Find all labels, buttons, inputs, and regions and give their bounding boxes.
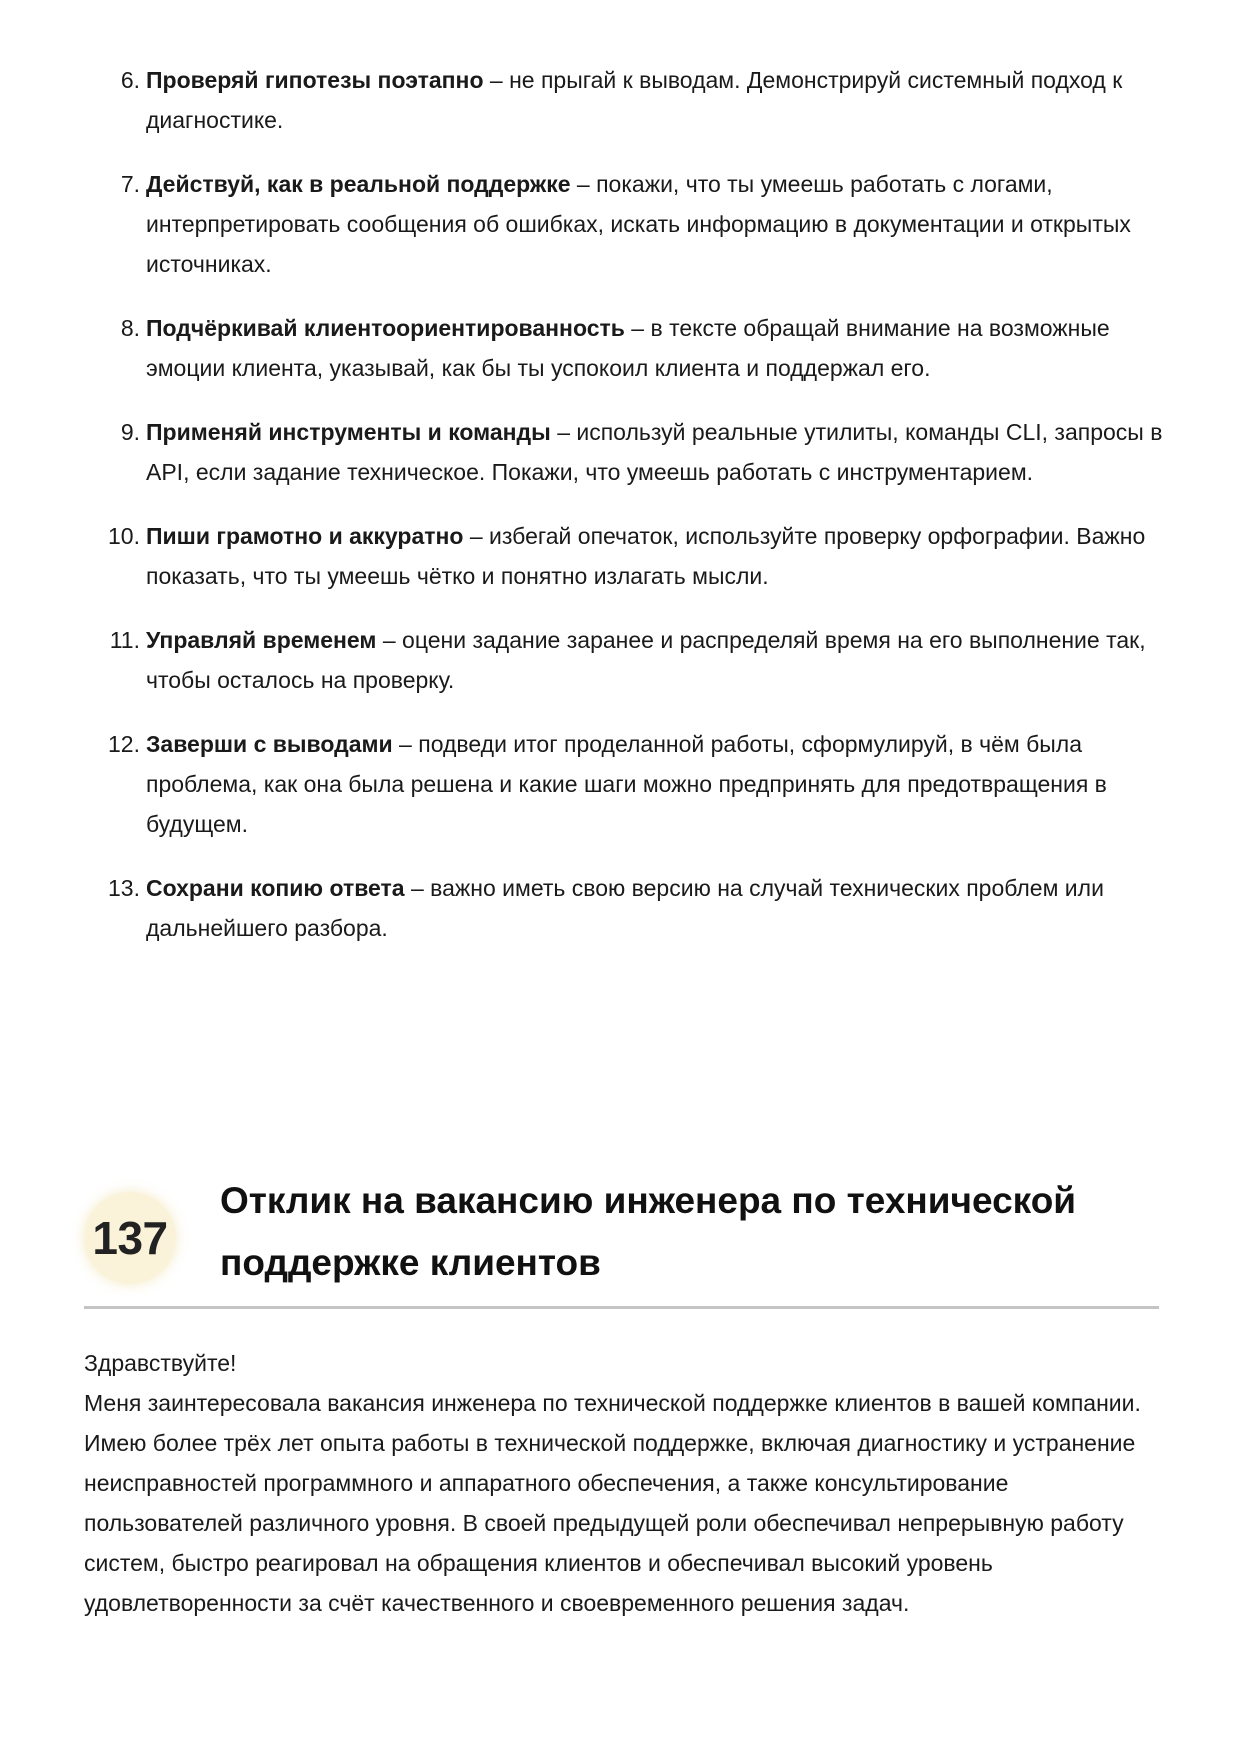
tip-title: Управляй временем bbox=[146, 627, 377, 653]
tip-item-6 bbox=[84, 60, 1164, 140]
tip-item-11 bbox=[84, 620, 1164, 700]
tip-text: – используй реальные утилиты, команды CLI, запросы в API, если задание техническое. Покажи, что умеешь работать с инструментарием. bbox=[146, 419, 1163, 485]
tip-number: 9. bbox=[120, 419, 140, 445]
tip-item-9 bbox=[84, 412, 1164, 492]
tip-number: 13. bbox=[108, 875, 140, 901]
tip-item-13 bbox=[84, 868, 1164, 948]
section-number-badge: 137 bbox=[84, 1192, 176, 1284]
tip-number: 10. bbox=[108, 523, 140, 549]
tip-text: – важно иметь свою версию на случай технических проблем или дальнейшего разбора. bbox=[146, 875, 1104, 941]
tips-list bbox=[84, 60, 1164, 972]
section-divider bbox=[84, 1306, 1159, 1309]
tip-title: Проверяй гипотезы поэтапно bbox=[146, 67, 484, 93]
tip-title: Сохрани копию ответа bbox=[146, 875, 405, 901]
tip-text: – избегай опечаток, используйте проверку орфографии. Важно показать, что ты умеешь чётко и понятно излагать мысли. bbox=[146, 523, 1146, 589]
tip-title: Применяй инструменты и команды bbox=[146, 419, 551, 445]
tip-number: 6. bbox=[120, 67, 140, 93]
tip-number: 11. bbox=[109, 627, 140, 653]
tip-number: 12. bbox=[108, 731, 140, 757]
section-title: Отклик на вакансию инженера по технической поддержке клиентов bbox=[220, 1180, 1077, 1283]
letter-body: Меня заинтересовала вакансия инженера по технической поддержке клиентов в вашей компании. Имею более трёх лет опыта работы в технической поддержке, включая диагностику и устранение неисправностей программного и аппаратного обеспечения, а также консультирование пользователей различного уровня. В своей предыдущей роли обеспечивал непрерывную работу систем, быстро реагировал на обращения клиентов и обеспечивал высокий уровень удовлетворенности за счёт качественного и своевременного решения задач. bbox=[84, 1390, 1141, 1616]
tip-text: – покажи, что ты умеешь работать с логами, интерпретировать сообщения об ошибках, искать информацию в документации и открытых источниках. bbox=[146, 171, 1131, 277]
tip-item-8 bbox=[84, 308, 1164, 388]
tip-text: – не прыгай к выводам. Демонстрируй системный подход к диагностике. bbox=[146, 67, 1123, 133]
tip-item-7 bbox=[84, 164, 1164, 284]
tip-text: – подведи итог проделанной работы, сформулируй, в чём была проблема, как она была решена и какие шаги можно предпринять для предотвращения в будущем. bbox=[146, 731, 1107, 837]
tip-title: Заверши с выводами bbox=[146, 731, 393, 757]
tip-item-10 bbox=[84, 516, 1164, 596]
tip-number: 8. bbox=[120, 315, 140, 341]
letter-greeting: Здравствуйте! bbox=[84, 1350, 237, 1376]
tip-item-12 bbox=[84, 724, 1164, 844]
tip-number: 7. bbox=[120, 171, 140, 197]
tip-title: Подчёркивай клиентоориентированность bbox=[146, 315, 625, 341]
cover-letter bbox=[84, 1343, 1164, 1623]
tip-title: Действуй, как в реальной поддержке bbox=[146, 171, 571, 197]
tip-text: – в тексте обращай внимание на возможные эмоции клиента, указывай, как бы ты успокоил клиента и поддержал его. bbox=[146, 315, 1110, 381]
tip-title: Пиши грамотно и аккуратно bbox=[146, 523, 464, 549]
tip-text: – оцени задание заранее и распределяй время на его выполнение так, чтобы осталось на проверку. bbox=[146, 627, 1146, 693]
